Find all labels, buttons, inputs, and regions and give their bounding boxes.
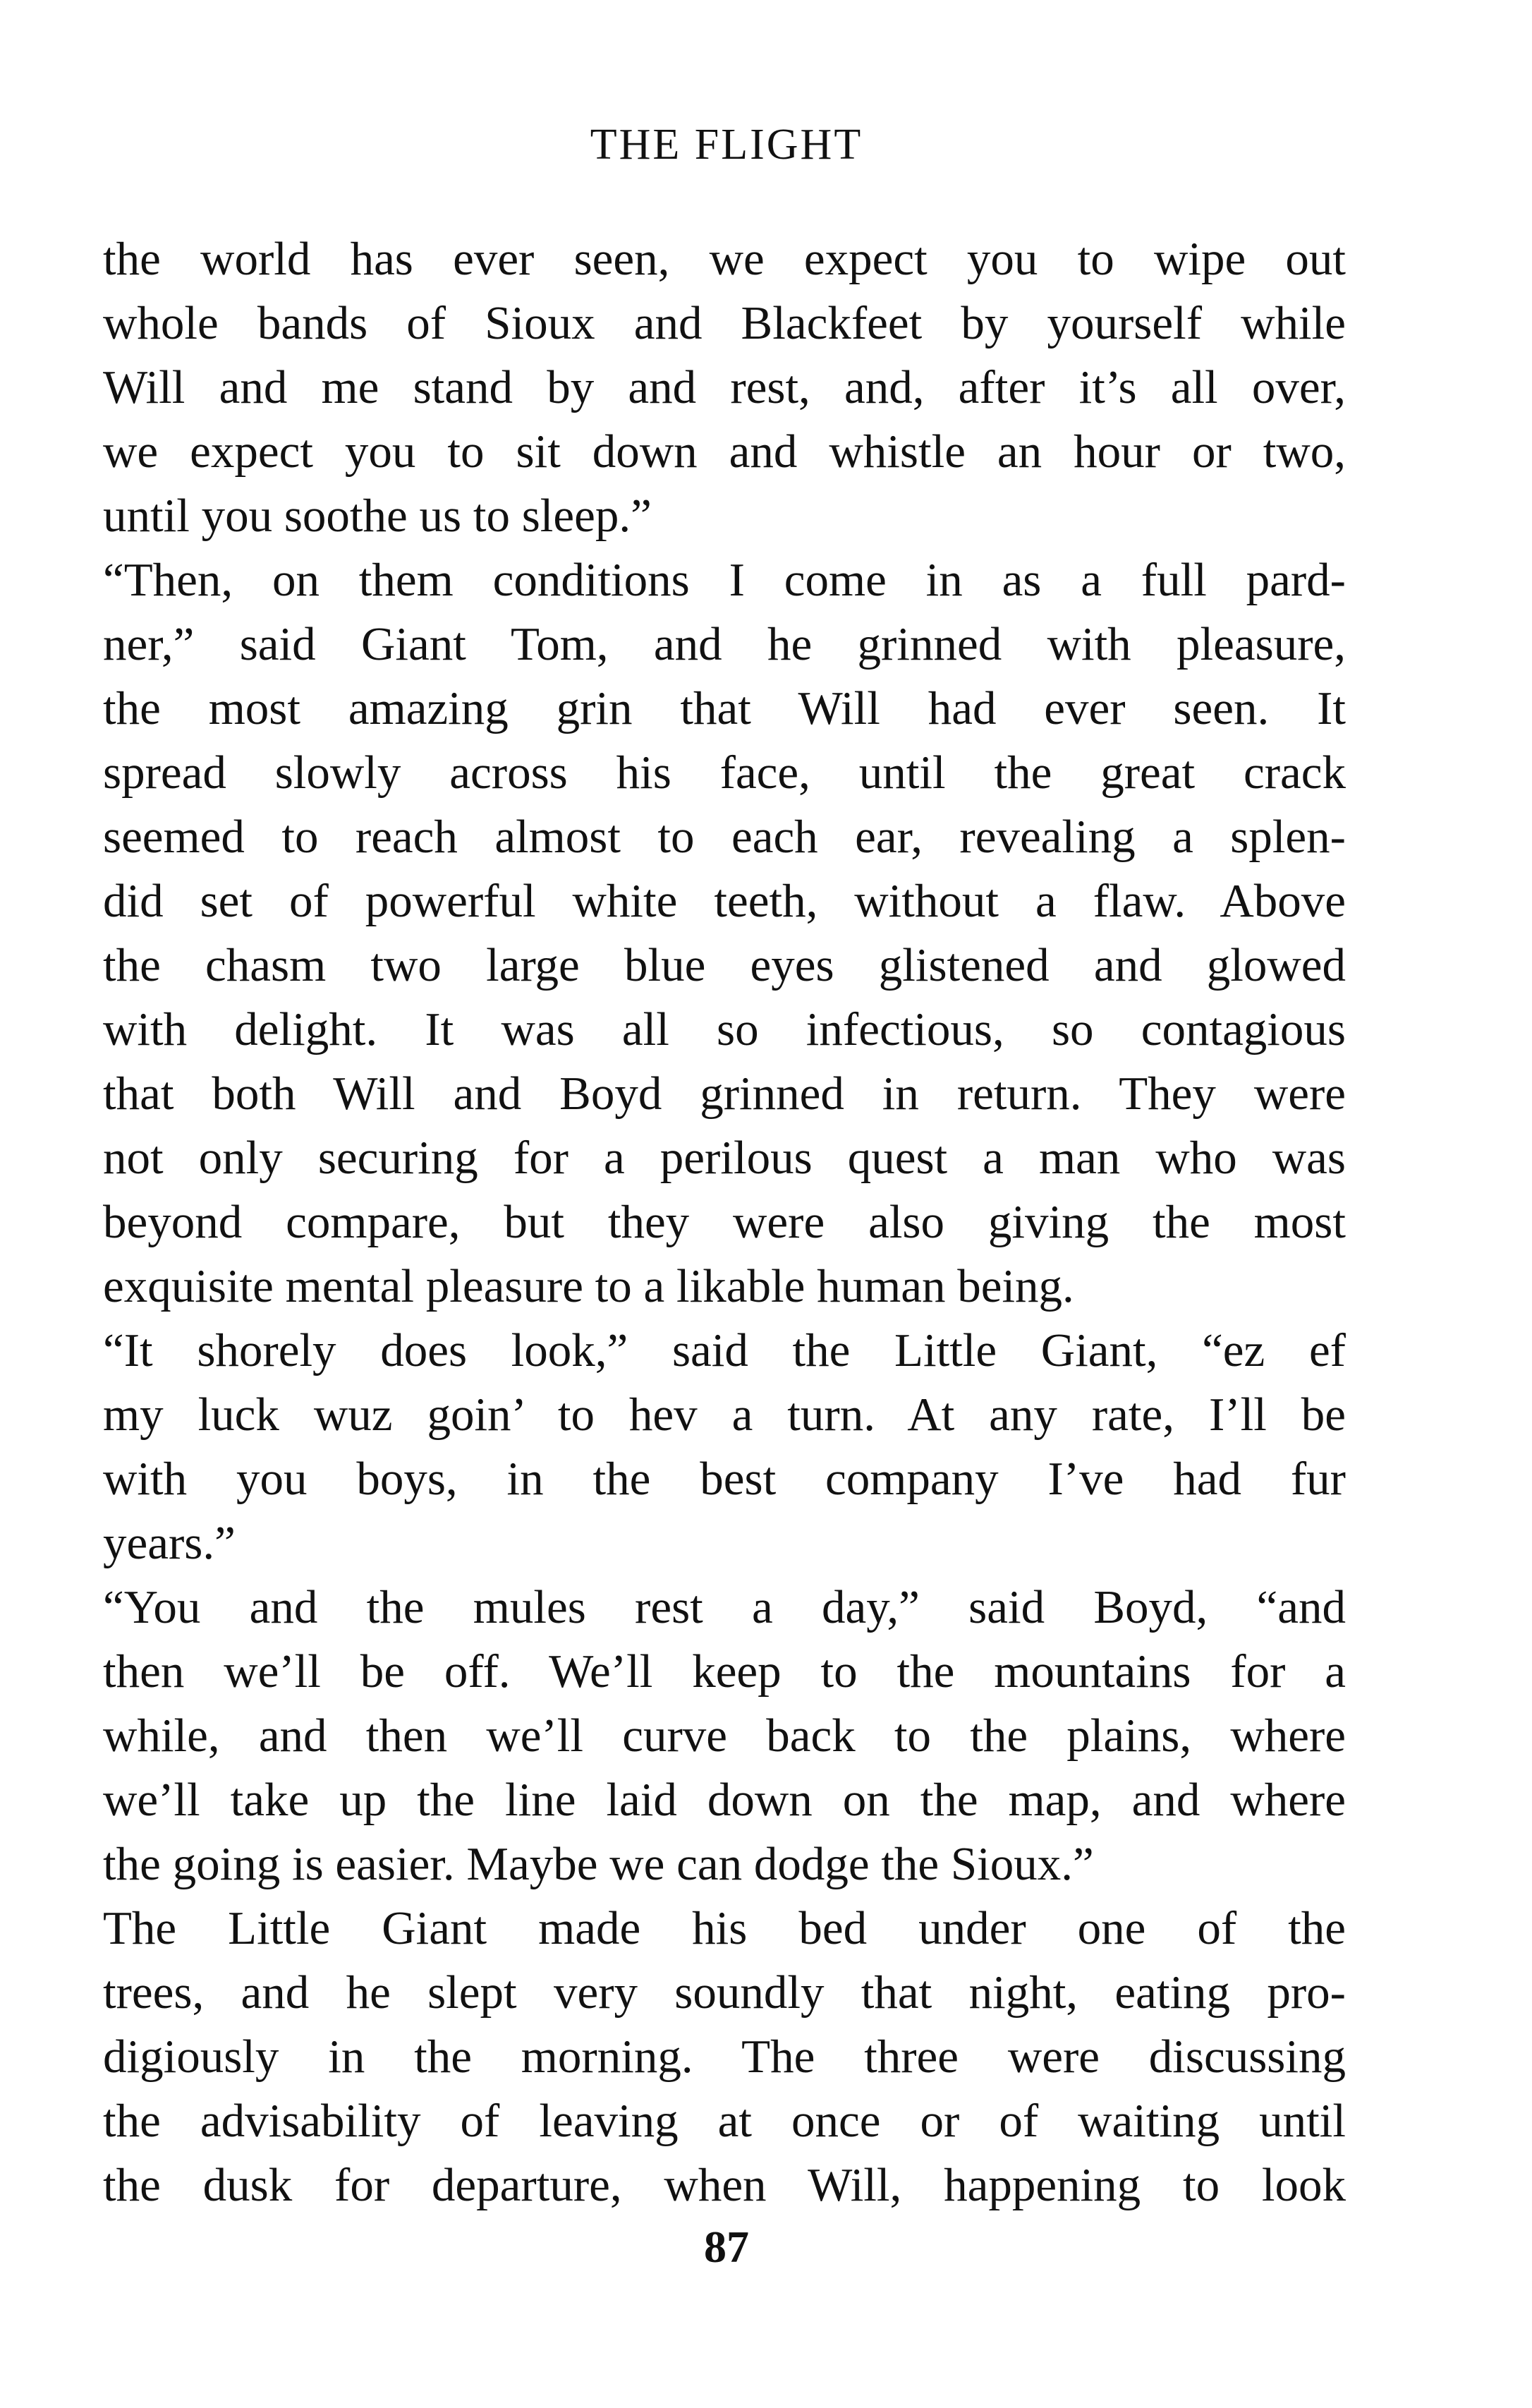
text-line: the world has ever seen, we expect you to wipe out xyxy=(103,233,1346,285)
text-line: “Then, on them conditions I come in as a full pard- xyxy=(103,554,1346,606)
text-line: then we’ll be off. We’ll keep to the mountains for a xyxy=(103,1645,1346,1698)
text-line: the dusk for departure, when Will, happening to look xyxy=(103,2159,1346,2211)
text-line: seemed to reach almost to each ear, revealing a splen- xyxy=(103,811,1346,863)
text-line: with delight. It was all so infectious, so contagious xyxy=(103,1003,1346,1055)
text-line: the chasm two large blue eyes glistened and glowed xyxy=(103,939,1346,991)
page-number: 87 xyxy=(704,2222,749,2272)
text-line: spread slowly across his face, until the great crack xyxy=(103,746,1346,799)
text-line: my luck wuz goin’ to hev a turn. At any rate, I’ll be xyxy=(103,1388,1346,1441)
text-line: “You and the mules rest a day,” said Boyd, “and xyxy=(103,1581,1346,1633)
text-line: we expect you to sit down and whistle an hour or two, xyxy=(103,425,1346,478)
text-line: while, and then we’ll curve back to the plains, where xyxy=(103,1710,1346,1762)
text-line: beyond compare, but they were also giving the most xyxy=(103,1196,1346,1248)
text-line: until you soothe us to sleep.” xyxy=(103,490,652,542)
text-line: trees, and he slept very soundly that night, eating pro- xyxy=(103,1966,1346,2019)
text-line: whole bands of Sioux and Blackfeet by yourself while xyxy=(103,297,1346,349)
text-line: exquisite mental pleasure to a likable human being. xyxy=(103,1260,1074,1312)
text-line: ner,” said Giant Tom, and he grinned with pleasure, xyxy=(103,618,1346,670)
text-line: “It shorely does look,” said the Little Giant, “ez ef xyxy=(103,1324,1346,1377)
text-line: not only securing for a perilous quest a man who was xyxy=(103,1132,1346,1184)
text-line: The Little Giant made his bed under one of the xyxy=(103,1902,1346,1954)
text-line: years.” xyxy=(103,1517,236,1569)
running-head: THE FLIGHT xyxy=(590,121,863,169)
text-line: did set of powerful white teeth, without a flaw. Above xyxy=(103,875,1346,927)
text-line: that both Will and Boyd grinned in return. They were xyxy=(103,1067,1346,1120)
text-line: we’ll take up the line laid down on the map, and where xyxy=(103,1774,1346,1826)
text-line: with you boys, in the best company I’ve had fur xyxy=(103,1453,1346,1505)
text-line: the advisability of leaving at once or of waiting until xyxy=(103,2095,1346,2147)
text-line: Will and me stand by and rest, and, after it’s all over, xyxy=(103,361,1346,413)
text-line: the going is easier. Maybe we can dodge the Sioux.” xyxy=(103,1838,1094,1890)
body-text xyxy=(103,227,1346,2218)
text-line: the most amazing grin that Will had ever seen. It xyxy=(103,682,1346,734)
text-line: digiously in the morning. The three were discussing xyxy=(103,2031,1346,2083)
